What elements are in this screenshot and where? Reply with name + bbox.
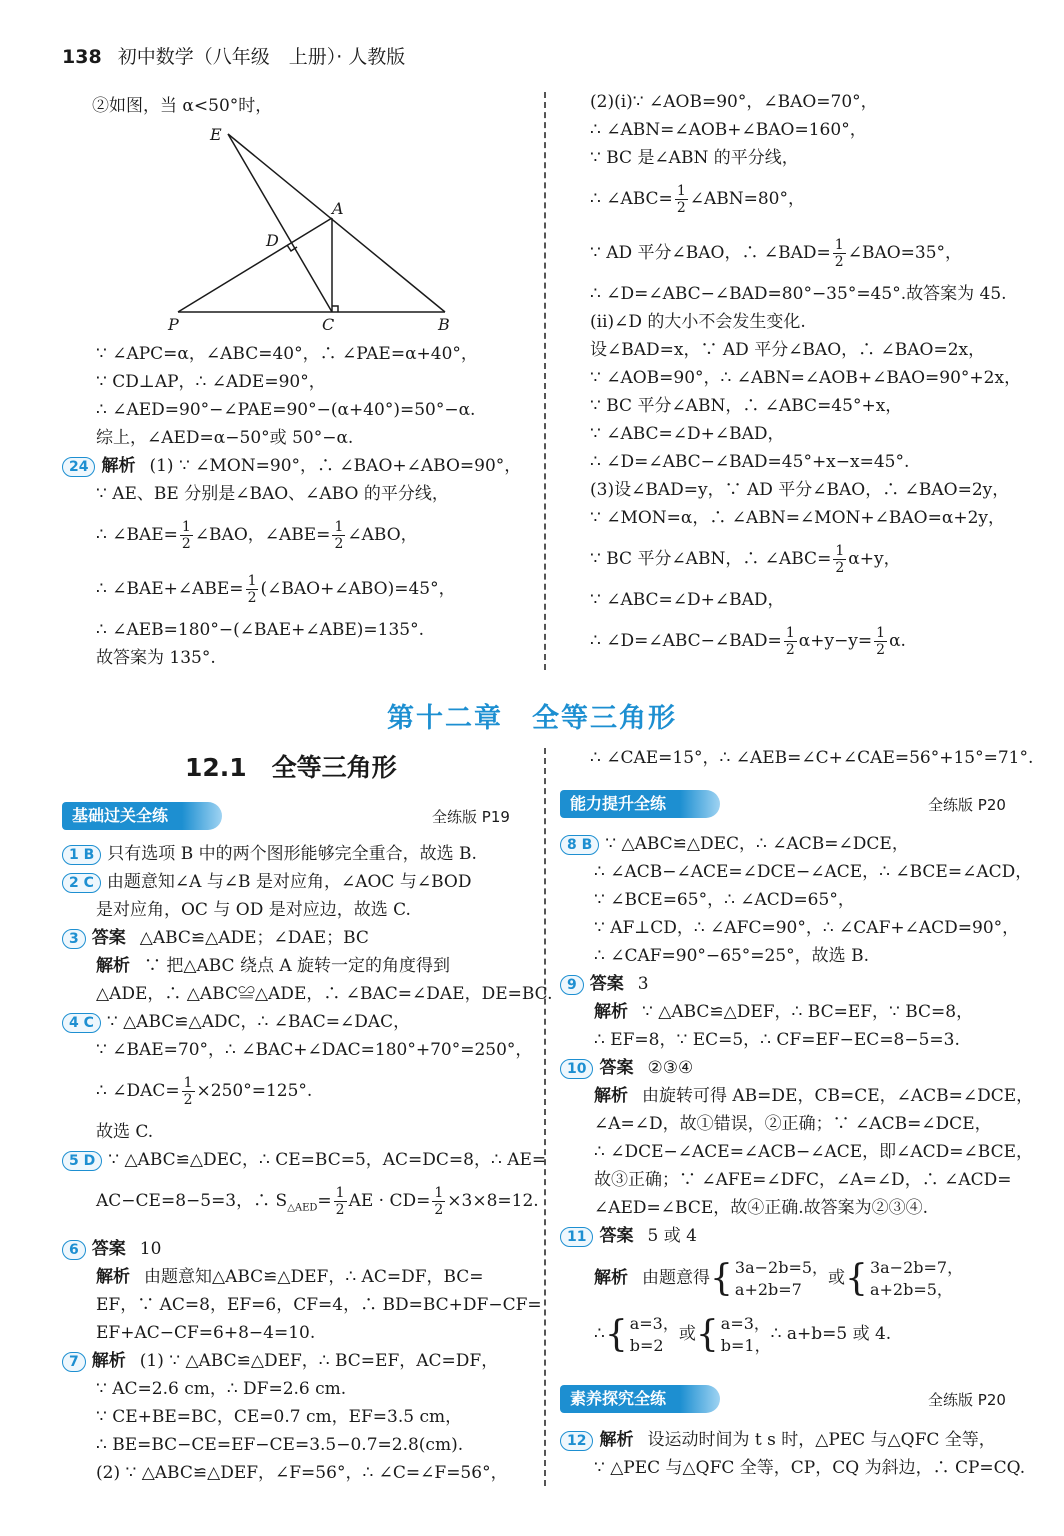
text-line: ∴ ∠ABC= $\frac{1}{2}$ ∠ABN=80°， [590,183,805,216]
question-4: 4 C ∵ △ABC≌△ADC，∴ ∠BAC=∠DAC， [62,1008,532,1036]
question-24 [62,452,532,480]
fraction: $\frac{1}{2}$ [181,519,191,552]
text-line: ∵ ∠ABC=∠D+∠BAD， [590,590,785,610]
fraction: $\frac{1}{2}$ [183,1075,193,1108]
column-divider-top [544,92,546,670]
text-line: ∴ ∠D=∠ABC−∠BAD=45°+x−x=45°. [590,452,910,472]
question-11: 11 答案 5 或 4 [560,1222,1050,1250]
fraction: $\frac{1}{2}$ [335,1185,345,1218]
column-divider-bottom [544,748,546,1486]
left-bottom-column [62,840,553,1487]
question-8: 8 B ∵ △ABC≌△DEC，∴ ∠ACB=∠DCE， [560,830,1050,858]
banner-basic-practice: 基础过关全练 [62,802,222,830]
label-c: C [322,315,335,334]
question-9: 9 答案 3 [560,970,1050,998]
page-number: 138 [62,46,102,68]
text-line: ∵ ∠MON=α，∴ ∠ABN=∠MON+∠BAO=α+2y， [590,508,1005,528]
label-b: B [438,315,450,334]
text-line: ∴ ∠ABN=∠AOB+∠BAO=160°， [590,120,867,140]
geometry-diagram [160,122,470,334]
question-7: 7 解析 (1) ∵ △ABC≌△DEF，∴ BC=EF，AC=DF， [62,1347,532,1375]
equation-system-line: ∴{ a=3， b=2 或{ a=3， b=1， ∴ a+b=5 或 4. [594,1313,892,1355]
fraction: $\frac{1}{2}$ [247,573,257,606]
line-ec [228,134,332,312]
book-title: 初中数学（八年级 上册）· 人教版 [117,46,406,68]
text-line: (2)(ⅰ)∵ ∠AOB=90°，∠BAO=70°， [590,92,878,112]
text-line: (3)设∠BAD=y，∵ AD 平分∠BAO，∴ ∠BAO=2y， [590,480,1010,500]
text-line: ∵ ∠APC=α，∠ABC=40°，∴ ∠PAE=α+40°， [96,344,478,364]
text-line: 故③正确；∵ ∠AFE=∠DFC，∠A=∠D，∴ ∠ACD= [594,1170,1012,1190]
text-line: ∴ EF=8，∵ EC=5，∴ CF=EF−EC=8−5=3. [594,1030,960,1050]
label-p: P [168,315,179,334]
banner-ability-practice: 能力提升全练 [560,790,720,818]
text-line: ∵ AE、BE 分别是∠BAO、∠ABO 的平分线， [96,484,449,504]
section-title: 12.1 全等三角形 [185,753,397,782]
keyword-jiexi: 解析 [101,456,136,476]
left-top-solution [62,340,532,672]
text-line: 综上，∠AED=α−50°或 50°−α. [96,428,354,448]
equation-system: 3a−2b=7， a+2b=5， [869,1257,964,1299]
question-5: 5 D ∵ △ABC≌△DEC，∴ CE=BC=5，AC=DC=8，∴ AE= [62,1146,532,1174]
banner-inquiry-practice: 素养探究全练 [560,1385,720,1413]
text-line: ∴ ∠BAE= $\frac{1}{2}$ ∠BAO，∠ABE= $\frac{1}{2}$ ∠ABO， [96,519,418,552]
brace: { [845,1257,868,1299]
banner-basic-ref: 全练版 P19 [432,808,510,826]
text-line: (2) ∵ △ABC≌△DEF，∠F=56°，∴ ∠C=∠F=56°， [96,1463,508,1484]
text-line: 故选 C. [96,1122,154,1142]
text-line: ∴ ∠CAE=15°，∴ ∠AEB=∠C+∠CAE=56°+15°=71°. [590,748,1034,768]
question-12: 12 解析 设运动时间为 t s 时，△PEC 与△QFC 全等， [560,1426,1050,1454]
question-6: 6 答案 10 [62,1235,532,1263]
text-line: ∵ ∠ABC=∠D+∠BAD， [590,424,785,444]
text-line: 解析 ∵ 把△ABC 绕点 A 旋转一定的角度得到 [96,956,451,976]
text-line: ∵ AF⊥CD，∴ ∠AFC=90°，∴ ∠CAF+∠ACD=90°， [594,918,1020,938]
text-line: EF，∵ AC=8，EF=6，CF=4，∴ BD=BC+DF−CF= [96,1295,542,1316]
text-line: 设∠BAD=x，∵ AD 平分∠BAO，∴ ∠BAO=2x， [590,340,986,360]
right-bottom-question-12 [560,1426,1050,1482]
text-line: ∴ ∠DAC= $\frac{1}{2}$ ×250°=125°. [96,1075,313,1108]
text-line: 解析 由旋转可得 AB=DE，CB=CE，∠ACB=∠DCE， [594,1086,1034,1106]
text-line: ∵ CD⊥AP，∴ ∠ADE=90°， [96,372,326,392]
fraction: $\frac{1}{2}$ [334,519,344,552]
text-line: ∠A=∠D，故①错误，②正确；∵ ∠ACB=∠DCE， [594,1114,992,1134]
text-line: ∴ ∠DCE−∠ACE=∠ACB−∠ACE，即∠ACD=∠BCE， [594,1142,1034,1162]
fraction: $\frac{1}{2}$ [785,625,795,658]
banner-ability-ref: 全练版 P20 [928,796,1006,814]
fraction: $\frac{1}{2}$ [835,543,845,576]
right-bottom-column [560,830,1050,1362]
right-angle-c [332,306,338,312]
fraction: $\frac{1}{2}$ [834,237,844,270]
brace: { [695,1313,719,1355]
text-line: 故答案为 135°. [96,648,216,668]
text-line: (ⅱ)∠D 的大小不会发生变化. [590,312,806,332]
brace: { [710,1257,733,1299]
text-line: ∴ ∠AEB=180°−(∠BAE+∠ABE)=135°. [96,620,425,640]
text-line: 是对应角，OC 与 OD 是对应边，故选 C. [96,900,411,920]
equation-system: a=3， b=2 [629,1313,679,1355]
text-line: 解析 ∵ △ABC≌△DEF，∴ BC=EF，∵ BC=8， [594,1002,974,1022]
right-bottom-top-line [590,744,1050,772]
fraction: $\frac{1}{2}$ [876,625,886,658]
text-line: △ADE，∴ △ABC≌△ADE，∴ ∠BAC=∠DAE，DE=BC. [96,984,553,1004]
text-line: AC−CE=8−5=3，∴ $S_{\triangle AED}=$ $\frac{1}{2}$ AE · CD= $\frac{1}{2}$ ×3×8=12. [96,1185,539,1218]
text-line: ∵ CE+BE=BC，CE=0.7 cm，EF=3.5 cm， [96,1407,463,1428]
text-line: ∵ BC 是∠ABN 的平分线， [590,148,799,168]
equation-system: 3a−2b=5， a+2b=7 [734,1257,829,1299]
banner-inquiry-ref: 全练版 P20 [928,1391,1006,1409]
right-top-column [590,88,1050,668]
text-line: ∴ ∠BAE+∠ABE= $\frac{1}{2}$ (∠BAO+∠ABO)=45°， [96,573,456,606]
text-line: ∴ ∠D=∠ABC−∠BAD=80°−35°=45°.故答案为 45. [590,284,1007,304]
text-line: ∵ ∠BAE=70°，∴ ∠BAC+∠DAC=180°+70°=250°， [96,1040,533,1060]
fraction: $\frac{1}{2}$ [676,183,686,216]
label-e: E [210,125,222,144]
text-line: ∴ ∠ACB−∠ACE=∠DCE−∠ACE，∴ ∠BCE=∠ACD， [594,862,1033,882]
brace: { [604,1313,628,1355]
case-intro: ②如图，当 α<50°时， [92,96,273,116]
left-top-column [92,92,532,120]
question-3: 3 答案 △ABC≌△ADE；∠DAE；BC [62,924,532,952]
equation-system: a=3， b=1， [720,1313,771,1355]
text-line: EF+AC−CF=6+8−4=10. [96,1323,316,1344]
text-span: (1) ∵ ∠MON=90°，∴ ∠BAO+∠ABO=90°， [149,456,522,476]
equation-system-line: 解析 由题意得{ 3a−2b=5， a+2b=7 或{ 3a−2b=7， a+2b=5， [594,1257,964,1299]
question-badge: 24 [62,457,95,477]
page-header [62,42,405,69]
text-line: ∵ ∠AOB=90°，∴ ∠ABN=∠AOB+∠BAO=90°+2x， [590,368,1022,388]
fraction: $\frac{1}{2}$ [434,1185,444,1218]
label-d: D [266,231,279,250]
text-line: ∵ BC 平分∠ABN，∴ ∠ABC=45°+x， [590,396,903,416]
text-line: ∵ ∠BCE=65°，∴ ∠ACD=65°， [594,890,855,910]
text-line: ∵ △PEC 与△QFC 全等，CP，CQ 为斜边，∴ CP=CQ. [594,1458,1026,1478]
chapter-title: 第十二章 全等三角形 [387,703,677,734]
question-1: 1 B 只有选项 B 中的两个图形能够完全重合，故选 B. [62,840,532,868]
text-line: ∴ ∠CAF=90°−65°=25°，故选 B. [594,946,869,966]
text-line: ∵ AD 平分∠BAO，∴ ∠BAD= $\frac{1}{2}$ ∠BAO=35°， [590,237,963,270]
question-2: 2 C 由题意知∠A 与∠B 是对应角，∠AOC 与∠BOD [62,868,532,896]
label-a: A [332,199,344,218]
line-eb [228,134,445,312]
text-line: ∴ BE=BC−CE=EF−CE=3.5−0.7=2.8(cm). [96,1435,464,1456]
text-line: ∠AED=∠BCE，故④正确.故答案为②③④. [594,1198,929,1218]
text-line: ∴ ∠D=∠ABC−∠BAD= $\frac{1}{2}$ α+y−y= $\frac{1}{2}$ α. [590,625,906,658]
question-10: 10 答案 ②③④ [560,1054,1050,1082]
line-pa [178,218,332,312]
text-line: ∴ ∠AED=90°−∠PAE=90°−(α+40°)=50°−α. [96,400,476,420]
text-line: 解析 由题意知△ABC≌△DEF，∴ AC=DF，BC= [96,1267,484,1288]
text-line: ∵ BC 平分∠ABN，∴ ∠ABC= $\frac{1}{2}$ α+y， [590,543,901,576]
text-line: ∵ AC=2.6 cm，∴ DF=2.6 cm. [96,1379,347,1400]
